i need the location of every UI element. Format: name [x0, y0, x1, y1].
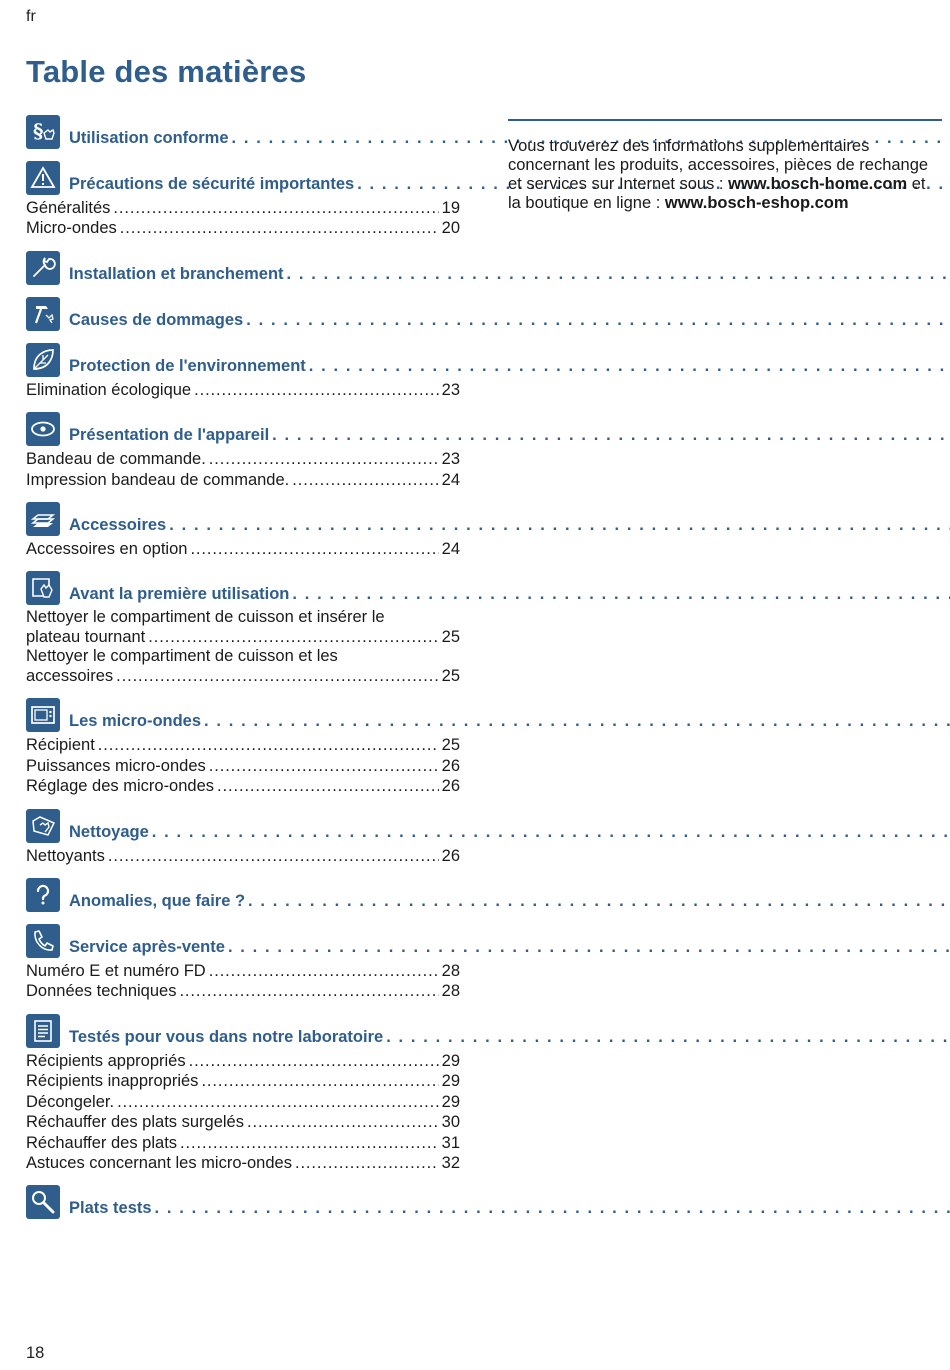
toc-section-line: [69, 311, 950, 331]
toc-section-title: Les micro-ondes: [69, 712, 202, 731]
toc-entry-page: 19: [441, 199, 460, 217]
toc-entry-text: Nettoyer le compartiment de cuisson et insérer le: [26, 608, 385, 627]
toc-section-line: [69, 265, 950, 285]
dot-leader: [98, 735, 439, 755]
toc-entry[interactable]: [26, 735, 460, 755]
dot-leader: [201, 1071, 438, 1091]
dot-leader: [246, 311, 950, 330]
dot-leader: [190, 539, 438, 559]
toc-section-heading[interactable]: [26, 410, 460, 446]
toc-section: [26, 113, 460, 149]
dot-leader: [117, 1092, 439, 1112]
toc-entry-page: 23: [441, 450, 460, 469]
dot-leader: [189, 1051, 439, 1071]
hammer-icon: [26, 297, 60, 331]
toc-section-heading[interactable]: [26, 569, 460, 605]
toc-entry-text: Décongeler.: [26, 1092, 115, 1111]
dot-leader: [248, 892, 950, 911]
toc-section-title: Plats tests: [69, 1199, 152, 1218]
language-code: fr: [26, 8, 36, 25]
microwave-icon: [26, 698, 60, 732]
toc-section-title: Testés pour vous dans notre laboratoire: [69, 1027, 384, 1046]
toc-entry-page: 29: [441, 1072, 460, 1091]
toc-section-title: Nettoyage: [69, 822, 149, 841]
toc-entry[interactable]: [26, 470, 460, 490]
dot-leader: [113, 198, 438, 218]
warning-icon: [26, 161, 60, 195]
toc-section-heading[interactable]: [26, 295, 460, 331]
toc-entry-text: Accessoires en option: [26, 540, 188, 559]
toc-entry[interactable]: [26, 198, 460, 218]
toc-section-heading[interactable]: [26, 807, 460, 843]
toc-entry-text: Astuces concernant les micro-ondes: [26, 1153, 292, 1172]
toc-section-line: [69, 823, 950, 843]
toc-entry-text: Généralités: [26, 199, 111, 217]
dot-leader: [292, 470, 438, 490]
page-title: Table des matières: [26, 54, 307, 89]
toc-entry-text: Récipients appropriés: [26, 1051, 186, 1070]
dot-leader: [179, 981, 438, 1001]
toc-section: [26, 159, 460, 239]
info-divider: [508, 119, 942, 121]
dot-leader: [209, 756, 439, 776]
toc-entry-text: Nettoyer le compartiment de cuisson et les: [26, 647, 338, 666]
page-number: 18: [26, 1344, 45, 1362]
toc-entry-text: Impression bandeau de commande.: [26, 470, 290, 489]
toc-entry-text: Réchauffer des plats: [26, 1133, 178, 1152]
toc-section: [26, 295, 460, 331]
dot-leader: [120, 218, 439, 238]
info-paragraph: [508, 137, 938, 213]
toc-section-title: Anomalies, que faire ?: [69, 892, 246, 911]
toc-entry-text: Données techniques: [26, 982, 177, 1001]
toc-section-title: Présentation de l'appareil: [69, 426, 270, 445]
toc-entry-page: 26: [441, 846, 460, 865]
toc-section-heading[interactable]: [26, 159, 460, 195]
toc-entry-text: Récipient: [26, 736, 95, 755]
toc-entry-text-2: accessoires: [26, 666, 114, 685]
toc-section: [26, 807, 460, 866]
toc-entry-page: 29: [441, 1092, 460, 1111]
dot-leader: [386, 1028, 950, 1047]
magnifier-icon: [26, 1185, 60, 1219]
toc-section-title: Causes de dommages: [69, 310, 244, 329]
toc-entry-page: 24: [441, 540, 460, 559]
dot-leader: [309, 357, 950, 376]
hand-book-icon: [26, 571, 60, 605]
dot-leader: [116, 667, 439, 687]
toc-section-heading[interactable]: [26, 113, 460, 149]
toc-entry-text: Récipients inappropriés: [26, 1072, 199, 1091]
toc-section: [26, 922, 460, 1002]
table-of-contents: [26, 113, 460, 1229]
bosch-home-link[interactable]: www.bosch-home.com: [728, 175, 908, 193]
toc-entry-text: Bandeau de commande.: [26, 450, 206, 469]
dot-leader: [209, 449, 439, 469]
toc-section-title: Service après-vente: [69, 938, 225, 957]
toc-entry[interactable]: [26, 1092, 460, 1112]
toc-entry[interactable]: [26, 608, 460, 647]
toc-entry-page: 26: [441, 777, 460, 796]
svg-text:§: §: [33, 119, 44, 143]
toc-entry-page: 28: [441, 962, 460, 981]
toc-section: [26, 1183, 460, 1219]
bosch-eshop-link[interactable]: www.bosch-eshop.com: [664, 194, 849, 212]
toc-entry[interactable]: [26, 981, 460, 1001]
dot-leader: [247, 1112, 439, 1132]
dot-leader: [287, 265, 950, 284]
toc-entry-page: 32: [441, 1153, 460, 1172]
toc-section: [26, 696, 460, 796]
toc-entry-page: 31: [441, 1133, 460, 1152]
toc-section-line: [69, 938, 950, 958]
dot-leader: [108, 846, 439, 866]
dot-leader: [180, 1133, 439, 1153]
toc-section-heading[interactable]: [26, 696, 460, 732]
document-icon: [26, 1014, 60, 1048]
phone-icon: [26, 924, 60, 958]
toc-entry-page: 30: [441, 1113, 460, 1132]
cleaning-hand-icon: [26, 809, 60, 843]
toc-section-heading[interactable]: [26, 341, 460, 377]
dot-leader: [292, 585, 950, 604]
toc-section-heading[interactable]: [26, 1183, 460, 1219]
toc-section-line: [69, 712, 950, 732]
toc-entry-text: Réchauffer des plats surgelés: [26, 1113, 244, 1132]
toc-section: [26, 249, 460, 285]
toc-entry-page: 26: [441, 756, 460, 775]
toc-section-line: [69, 357, 950, 377]
info-intro-text: Vous trouverez des informations supplementaires concernant les produits, accessoires, pièces de rechange et services sur Internet sous :: [508, 137, 929, 193]
toc-section-line: [69, 585, 950, 605]
toc-section-line: [69, 892, 950, 912]
toc-entry-text: Elimination écologique: [26, 380, 192, 399]
toc-section-title: Précautions de sécurité importantes: [69, 175, 355, 193]
toc-section-title: Protection de l'environnement: [69, 356, 306, 375]
dot-leader: [148, 628, 438, 648]
question-icon: [26, 878, 60, 912]
toc-section: [26, 410, 460, 490]
dot-leader: [295, 1153, 439, 1173]
toc-section-line: [69, 1199, 950, 1219]
dot-leader: [155, 1199, 950, 1218]
toc-section: [26, 876, 460, 912]
toc-entry[interactable]: [26, 1071, 460, 1091]
toc-entry[interactable]: [26, 449, 460, 469]
dot-leader: [272, 426, 950, 445]
toc-entry-text: Puissances micro-ondes: [26, 756, 206, 775]
toc-entry[interactable]: [26, 218, 460, 238]
toc-entry[interactable]: [26, 846, 460, 866]
info-mid-text: et la boutique en ligne :: [508, 175, 926, 212]
dot-leader: [194, 380, 439, 400]
toc-entry-continuation: [26, 628, 460, 648]
tray-stack-icon: [26, 502, 60, 536]
toc-section-title: Avant la première utilisation: [69, 585, 290, 604]
toc-section-heading[interactable]: [26, 876, 460, 912]
dot-leader: [204, 712, 950, 731]
dot-leader: [152, 823, 950, 842]
toc-entry-text: Nettoyants: [26, 846, 105, 865]
toc-entry[interactable]: [26, 380, 460, 400]
leaf-icon: [26, 343, 60, 377]
toc-entry[interactable]: [26, 756, 460, 776]
toc-section-heading[interactable]: [26, 922, 460, 958]
toc-section-line: [69, 1028, 950, 1048]
toc-entry[interactable]: [26, 1133, 460, 1153]
toc-entry[interactable]: [26, 647, 460, 686]
toc-section-heading[interactable]: [26, 500, 460, 536]
dot-leader: [209, 961, 439, 981]
dot-leader: [228, 938, 950, 957]
paragraph-hand-icon: [26, 115, 60, 149]
toc-section-heading[interactable]: [26, 1012, 460, 1048]
toc-entry-text: Réglage des micro-ondes: [26, 777, 215, 796]
toc-entry-continuation: [26, 667, 460, 687]
toc-entry-page: 29: [441, 1051, 460, 1070]
toc-entry[interactable]: [26, 1112, 460, 1132]
toc-section-title: Utilisation conforme: [69, 129, 229, 147]
toc-entry-page: 25: [441, 627, 460, 646]
wrench-icon: [26, 251, 60, 285]
dot-leader: [217, 776, 439, 796]
toc-entry-text: Numéro E et numéro FD: [26, 962, 206, 981]
toc-section-line: [69, 516, 950, 536]
toc-entry-page: 20: [441, 219, 460, 238]
toc-section: [26, 569, 460, 686]
toc-entry[interactable]: [26, 1153, 460, 1173]
toc-entry-page: 28: [441, 982, 460, 1001]
toc-entry-text-2: plateau tournant: [26, 627, 146, 646]
dot-leader: [169, 516, 950, 535]
toc-entry-page: 25: [441, 736, 460, 755]
toc-entry-page: 24: [441, 470, 460, 489]
toc-entry[interactable]: [26, 539, 460, 559]
toc-section: [26, 500, 460, 559]
toc-section-heading[interactable]: [26, 249, 460, 285]
toc-entry-page: 23: [441, 380, 460, 399]
toc-entry-page: 25: [441, 666, 460, 685]
toc-entry[interactable]: [26, 961, 460, 981]
eye-icon: [26, 412, 60, 446]
toc-section-title: Accessoires: [69, 516, 167, 535]
toc-section: [26, 341, 460, 400]
toc-section: [26, 1012, 460, 1173]
toc-entry[interactable]: [26, 1051, 460, 1071]
toc-entry[interactable]: [26, 776, 460, 796]
toc-section-line: [69, 426, 950, 446]
toc-entry-text: Micro-ondes: [26, 219, 117, 238]
toc-section-title: Installation et branchement: [69, 264, 284, 283]
